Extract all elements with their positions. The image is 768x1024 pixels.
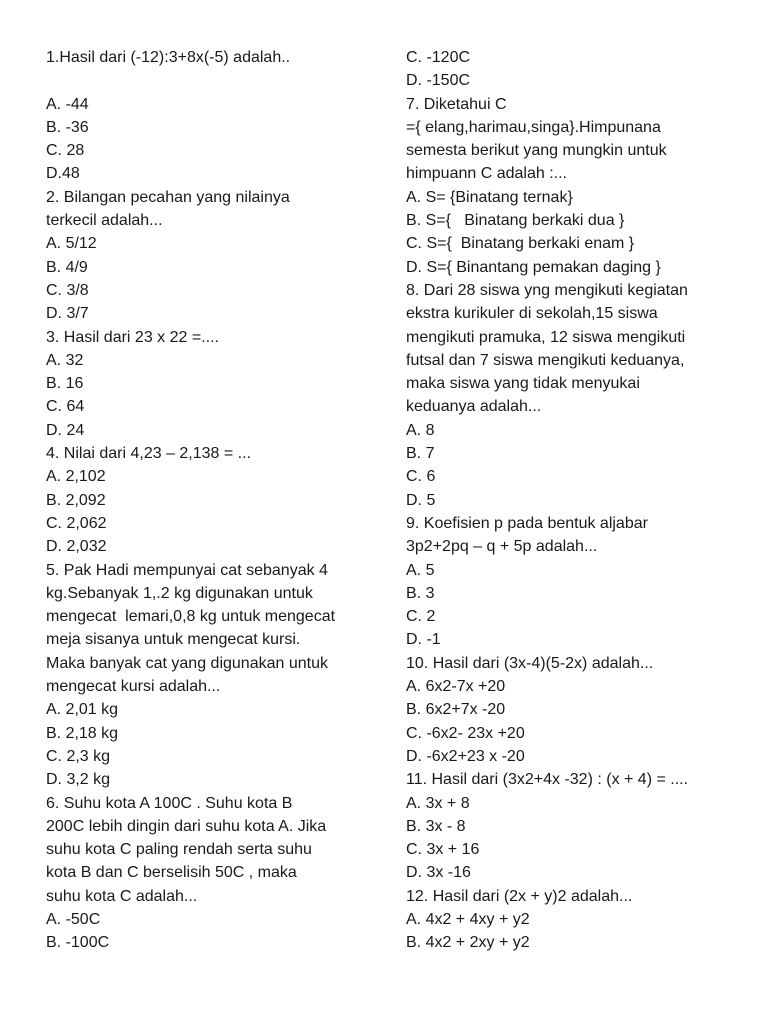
text-line: 200C lebih dingin dari suhu kota A. Jika xyxy=(46,817,327,835)
text-line: A. 5/12 xyxy=(46,235,97,253)
text-line: maka siswa yang tidak menyukai xyxy=(406,375,640,393)
text-line: 7. Diketahui C xyxy=(406,95,507,113)
text-line: mengecat lemari,0,8 kg untuk mengecat xyxy=(46,608,336,626)
text-line: B. 16 xyxy=(46,375,84,393)
text-line: B. 4x2 + 2xy + y2 xyxy=(406,934,530,952)
text-line: suhu kota C paling rendah serta suhu xyxy=(46,841,312,859)
text-line: A. 2,01 kg xyxy=(46,701,119,719)
text-line: D. 3/7 xyxy=(46,305,89,323)
text-line: D.48 xyxy=(46,165,80,183)
text-line: himpuann C adalah :... xyxy=(406,165,567,183)
text-line: C. -120C xyxy=(406,49,471,66)
text-line: A. -50C xyxy=(46,910,101,928)
text-line: C. 6 xyxy=(406,468,436,486)
text-line: terkecil adalah... xyxy=(46,212,163,230)
text-line: A. S= {Binatang ternak} xyxy=(406,188,573,206)
text-line: B. 6x2+7x -20 xyxy=(406,701,506,719)
text-line: C. 28 xyxy=(46,142,85,160)
text-line: 4. Nilai dari 4,23 – 2,138 = ... xyxy=(46,445,252,463)
text-line: A. 32 xyxy=(46,351,84,369)
text-line: 6. Suhu kota A 100C . Suhu kota B xyxy=(46,794,293,812)
text-line: 3. Hasil dari 23 x 22 =.... xyxy=(46,328,219,346)
text-line: 5. Pak Hadi mempunyai cat sebanyak 4 xyxy=(46,561,328,579)
text-line: B. 3x - 8 xyxy=(406,817,466,835)
text-line: 3p2+2pq – q + 5p adalah... xyxy=(406,538,598,556)
left-column xyxy=(46,46,376,955)
text-line: futsal dan 7 siswa mengikuti keduanya, xyxy=(406,351,685,369)
text-line: B. 2,18 kg xyxy=(46,724,119,742)
text-line: A. 2,102 xyxy=(46,468,106,486)
text-line: 9. Koefisien p pada bentuk aljabar xyxy=(406,514,648,532)
text-line: B. 7 xyxy=(406,445,435,463)
text-line: C. 3x + 16 xyxy=(406,841,480,859)
text-line: D. S={ Binantang pemakan daging } xyxy=(406,258,661,276)
text-line: kota B dan C berselisih 50C , maka xyxy=(46,864,297,882)
text-line: semesta berikut yang mungkin untuk xyxy=(406,142,667,160)
text-line: 2. Bilangan pecahan yang nilainya xyxy=(46,188,290,206)
text-line: 8. Dari 28 siswa yng mengikuti kegiatan xyxy=(406,281,688,299)
text-line: B. 4/9 xyxy=(46,258,88,276)
text-line: keduanya adalah... xyxy=(406,398,542,416)
text-line: A. 4x2 + 4xy + y2 xyxy=(406,910,530,928)
text-line: D. 2,032 xyxy=(46,538,107,556)
text-line: 11. Hasil dari (3x2+4x -32) : (x + 4) = .... xyxy=(406,771,689,789)
text-line: B. 2,092 xyxy=(46,491,106,509)
text-line: B. -100C xyxy=(46,934,110,952)
text-line xyxy=(46,69,376,92)
text-line: B. 3 xyxy=(406,584,435,602)
text-line: suhu kota C adalah... xyxy=(46,887,198,905)
text-line: C. -6x2- 23x +20 xyxy=(406,724,525,742)
text-line: D. 3,2 kg xyxy=(46,771,111,789)
text-line: ekstra kurikuler di sekolah,15 siswa xyxy=(406,305,658,323)
text-line: A. 5 xyxy=(406,561,435,579)
text-line: B. -36 xyxy=(46,118,89,136)
text-line: meja sisanya untuk mengecat kursi. xyxy=(46,631,301,649)
text-line: A. 6x2-7x +20 xyxy=(406,678,506,696)
text-line: D. -6x2+23 x -20 xyxy=(406,747,525,765)
text-line: D. 24 xyxy=(46,421,85,439)
text-line: ={ elang,harimau,singa}.Himpunana xyxy=(406,118,661,136)
text-line: C. 64 xyxy=(46,398,85,416)
text-line: mengecat kursi adalah... xyxy=(46,678,221,696)
text-line: A. 8 xyxy=(406,421,435,439)
text-line: 10. Hasil dari (3x-4)(5-2x) adalah... xyxy=(406,654,654,672)
text-line: 12. Hasil dari (2x + y)2 adalah... xyxy=(406,887,633,905)
text-line: C. 2,062 xyxy=(46,514,107,532)
text-line: B. S={ Binatang berkaki dua } xyxy=(406,212,625,230)
text-line: A. 3x + 8 xyxy=(406,794,470,812)
text-line: C. S={ Binatang berkaki enam } xyxy=(406,235,635,253)
text-line: C. 2,3 kg xyxy=(46,747,111,765)
text-line: D. -150C xyxy=(406,72,471,90)
text-line: C. 3/8 xyxy=(46,281,89,299)
text-line: mengikuti pramuka, 12 siswa mengikuti xyxy=(406,328,686,346)
text-line: A. -44 xyxy=(46,95,89,113)
text-line: D. -1 xyxy=(406,631,441,649)
text-line: D. 5 xyxy=(406,491,436,509)
text-line: C. 2 xyxy=(406,608,436,626)
text-line: D. 3x -16 xyxy=(406,864,471,882)
text-line: Maka banyak cat yang digunakan untuk xyxy=(46,654,328,672)
text-line: 1.Hasil dari (-12):3+8x(-5) adalah.. xyxy=(46,49,291,66)
right-column xyxy=(406,46,736,955)
text-line: kg.Sebanyak 1,.2 kg digunakan untuk xyxy=(46,584,313,602)
